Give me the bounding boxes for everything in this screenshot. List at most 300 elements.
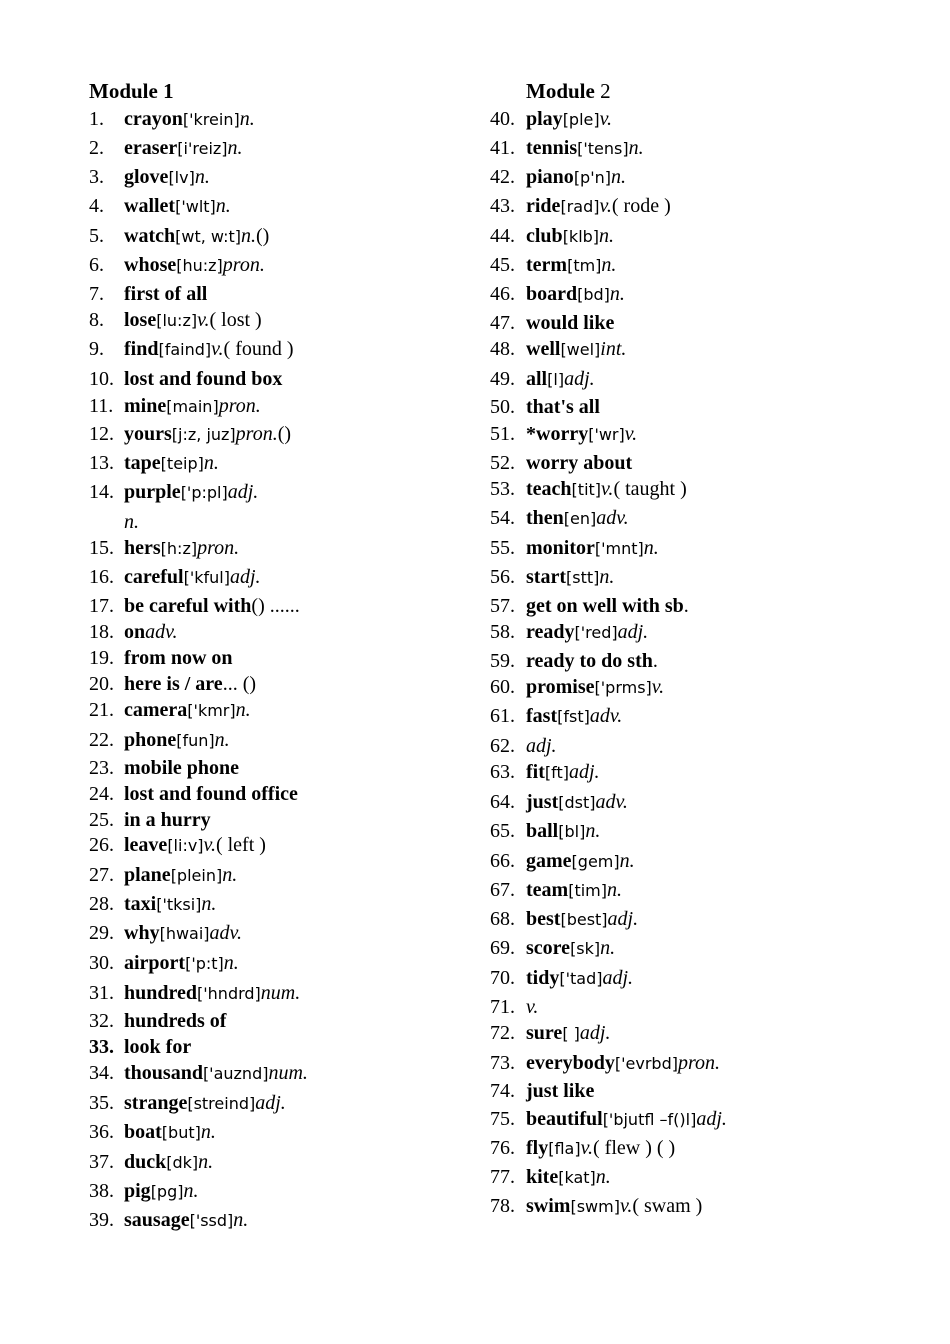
module-2-heading-number: 2 [594,79,611,103]
vocab-row [490,907,638,932]
vocab-row [490,477,687,502]
part-of-speech: adj. [602,967,634,989]
item-number: 40. [490,108,515,130]
vocab-row [89,892,216,917]
vocab-row [89,224,269,249]
item-number: 47. [490,312,515,334]
part-of-speech: adv. [596,507,629,529]
phonetic: [klb] [562,227,600,246]
vocab-row [89,782,298,806]
part-of-speech: pron. [218,395,261,417]
vocab-row [490,422,637,447]
phonetic: [stt] [565,568,600,587]
vocab-word: mine [124,395,167,417]
item-number: 5. [89,225,104,247]
vocab-row [89,308,262,333]
vocab-row [490,1107,727,1132]
item-number: 64. [490,791,515,813]
vocab-word: everybody [526,1052,615,1074]
item-number: 46. [490,283,515,305]
vocab-word: hundred [124,982,198,1004]
part-of-speech: n. [227,137,243,159]
vocab-word: team [526,879,569,901]
vocab-row [490,1021,610,1046]
vocab-row [89,565,261,590]
vocab-row [89,672,256,696]
vocab-word: promise [526,676,595,698]
vocab-word: fast [526,705,558,727]
part-of-speech: adj. [696,1108,727,1130]
part-of-speech: n. [183,1180,199,1202]
vocab-row [490,849,635,874]
vocab-word: lost and found office [124,783,298,805]
item-number: 51. [490,423,515,445]
item-number: 54. [490,507,515,529]
vocab-word: eraser [124,137,178,159]
phonetic: [hu:z] [176,256,223,275]
vocab-row [89,451,219,476]
item-number: 10. [89,368,114,390]
vocab-row [89,394,261,419]
item-number: 50. [490,396,515,418]
item-number: 29. [89,922,114,944]
part-of-speech: v. [580,1137,593,1159]
vocab-word: all [526,368,548,390]
vocab-row [490,760,600,785]
note: () [256,225,270,247]
item-number: 39. [89,1209,114,1231]
part-of-speech: n. [203,452,219,474]
vocab-row [490,790,628,815]
note: () [277,423,292,445]
part-of-speech: n. [223,952,239,974]
part-of-speech: n. [611,166,626,188]
vocab-word: camera [124,699,188,721]
phonetic: ['wlt] [175,197,216,216]
vocab-word: yours [124,423,172,445]
vocab-word: board [526,283,578,305]
part-of-speech: n. [201,893,217,915]
vocab-word: just like [526,1080,595,1102]
part-of-speech: n. [599,225,615,247]
vocab-word: monitor [526,537,595,559]
vocab-word: kite [526,1166,559,1188]
vocab-word: on [124,621,146,643]
item-number: 1. [89,108,104,130]
item-number: 18. [89,621,114,643]
vocab-word: duck [124,1151,167,1173]
part-of-speech: n. [198,1151,214,1173]
part-of-speech: n. [239,108,255,130]
phonetic: ['krein] [182,110,240,129]
note: ( swam ) [632,1195,703,1217]
vocab-word: tape [124,452,161,474]
vocab-word: here is / are [124,673,223,695]
part-of-speech: adj. [579,1022,611,1044]
vocab-row [490,995,538,1019]
vocab-word: score [526,937,571,959]
phonetic: ['kful] [183,568,230,587]
part-of-speech: n. [215,195,231,217]
vocab-row [490,1079,594,1103]
vocab-word: then [526,507,564,529]
item-number: 38. [89,1180,114,1202]
vocab-row [490,966,633,991]
part-of-speech: n. [124,511,139,533]
phonetic: ['auznd] [202,1064,269,1083]
phonetic: ['p:pl] [180,483,228,502]
vocab-row [89,646,233,670]
item-number: 20. [89,673,114,695]
phonetic: ['bjutfl –f()l] [602,1110,697,1129]
vocab-word: would like [526,312,615,334]
phonetic: [wel] [560,340,601,359]
item-number: 56. [490,566,515,588]
vocab-word: club [526,225,563,247]
vocab-word: why [124,922,160,944]
note: ( taught ) [613,478,687,500]
vocab-row [89,863,237,888]
vocab-row [490,536,659,561]
phonetic: ['wr] [588,425,625,444]
part-of-speech: adj. [564,368,595,390]
vocab-row [490,819,600,844]
vocab-row [89,107,255,132]
vocab-word: swim [526,1195,571,1217]
vocab-row [490,594,689,618]
phonetic: [ft] [544,763,569,782]
part-of-speech: n. [600,937,616,959]
vocab-row [89,1009,226,1033]
item-number: 66. [490,850,515,872]
phonetic: [wt, w:t] [175,227,241,246]
phonetic: [teip] [160,454,204,473]
item-number: 63. [490,761,515,783]
vocab-word: tennis [526,137,578,159]
vocab-word: well [526,338,561,360]
item-number: 65. [490,820,515,842]
item-number: 42. [490,166,515,188]
item-number: 58. [490,621,515,643]
phonetic: [lu:z] [156,311,198,330]
item-number: 75. [490,1108,515,1130]
part-of-speech: n. [233,1209,249,1231]
note: . [652,650,658,672]
phonetic: [fst] [557,707,590,726]
phonetic: ['evrbd] [614,1054,678,1073]
module-2-heading [490,78,930,104]
vocab-word: pig [124,1180,151,1202]
item-number: 78. [490,1195,515,1217]
item-number: 70. [490,967,515,989]
phonetic: [main] [166,397,219,416]
part-of-speech: n. [585,820,601,842]
vocab-word: taxi [124,893,157,915]
item-number: 26. [89,834,114,856]
vocab-row [490,565,614,590]
phonetic: [lv] [168,168,195,187]
part-of-speech: n. [643,537,659,559]
phonetic: ['ssd] [189,1211,234,1230]
vocab-word: worry about [526,452,633,474]
vocab-word: beautiful [526,1108,603,1130]
vocab-row [89,728,230,753]
vocab-row [89,1120,216,1145]
vocab-row [89,282,207,306]
phonetic: [rad] [560,197,600,216]
item-number: 43. [490,195,515,217]
vocab-row [490,620,648,645]
vocab-word: *worry [526,423,589,445]
part-of-speech: adj. [227,481,259,503]
vocab-word: phone [124,729,177,751]
phonetic: [tm] [567,256,602,275]
vocab-row [89,536,239,561]
item-number: 3. [89,166,104,188]
item-number: 4. [89,195,104,217]
vocab-row [490,704,622,729]
vocab-row [89,194,231,219]
vocab-row [89,510,139,534]
vocab-word: plane [124,864,171,886]
phonetic: [fla] [548,1139,581,1158]
vocab-row [490,395,600,419]
vocab-word: hundreds of [124,1010,227,1032]
part-of-speech: v. [599,195,612,217]
vocab-word: strange [124,1092,188,1114]
vocab-row [89,756,239,780]
part-of-speech: pron. [222,254,265,276]
vocab-row [490,1165,611,1190]
phonetic: [dk] [166,1153,199,1172]
vocab-row [89,808,211,832]
vocab-word: watch [124,225,176,247]
part-of-speech: n. [619,850,635,872]
part-of-speech: adj. [607,908,639,930]
vocab-row [89,422,291,447]
part-of-speech: n. [601,254,617,276]
item-number: 62. [490,735,515,757]
vocab-word: crayon [124,108,183,130]
item-number: 45. [490,254,515,276]
vocab-row [89,698,251,723]
phonetic: [swm] [570,1197,620,1216]
phonetic: [plein] [170,866,223,885]
vocab-row [490,367,595,392]
vocab-word: hers [124,537,161,559]
vocab-row [490,194,671,219]
phonetic: [li:v] [167,836,204,855]
vocab-word: term [526,254,568,276]
phonetic: ['red] [574,623,618,642]
part-of-speech: v. [197,309,210,331]
vocab-row [89,337,294,362]
part-of-speech: v. [526,996,539,1018]
vocab-row [89,620,178,644]
vocab-word: fit [526,761,545,783]
vocab-word: tidy [526,967,560,989]
vocab-word: be careful with [124,595,252,617]
vocab-word: glove [124,166,169,188]
part-of-speech: n. [628,137,644,159]
phonetic: [tim] [568,881,607,900]
vocab-row [89,1150,213,1175]
phonetic: ['kmr] [187,701,236,720]
phonetic: ['mnt] [594,539,644,558]
part-of-speech: adv. [209,922,242,944]
part-of-speech: num. [268,1062,308,1084]
phonetic: ['p:t] [185,954,224,973]
part-of-speech: pron. [197,537,240,559]
item-number: 36. [89,1121,114,1143]
note: () ...... [251,595,300,617]
vocab-word: get on well with sb [526,595,684,617]
phonetic: [ ] [562,1024,580,1043]
item-number: 61. [490,705,515,727]
vocab-word: lose [124,309,157,331]
item-number: 8. [89,309,104,331]
item-number: 37. [89,1151,114,1173]
vocab-row [490,675,664,700]
vocab-word: in a hurry [124,809,211,831]
vocab-word: ride [526,195,561,217]
item-number: 59. [490,650,515,672]
vocab-word: careful [124,566,184,588]
vocab-word: game [526,850,572,872]
vocab-word: piano [526,166,574,188]
phonetic: [faind] [158,340,212,359]
vocab-row [490,311,614,335]
part-of-speech: pron. [235,423,278,445]
part-of-speech: v. [203,834,216,856]
item-number: 17. [89,595,114,617]
part-of-speech: n. [607,879,622,901]
vocab-row [490,107,612,132]
item-number: 72. [490,1022,515,1044]
note: ... () [222,673,257,695]
item-number: 55. [490,537,515,559]
part-of-speech: v. [599,108,613,130]
part-of-speech: n. [194,166,210,188]
part-of-speech: n. [599,566,615,588]
item-number: 14. [89,481,114,503]
vocab-row [490,506,629,531]
vocab-word: first of all [124,283,208,305]
part-of-speech: adv. [145,621,178,643]
vocab-word: sausage [124,1209,190,1231]
note: . [683,595,689,617]
part-of-speech: pron. [677,1052,721,1074]
item-number: 15. [89,537,114,559]
vocab-row [89,1061,308,1086]
phonetic: [l] [547,370,565,389]
vocab-row [89,951,239,976]
vocab-row [89,594,300,618]
item-number: 19. [89,647,114,669]
vocab-row [490,649,658,673]
part-of-speech: v. [624,423,638,445]
vocab-row [89,1035,191,1059]
item-number: 12. [89,423,114,445]
part-of-speech: adj. [255,1092,286,1114]
vocab-word: lost and found box [124,368,283,390]
vocab-word: start [526,566,566,588]
item-number: 16. [89,566,114,588]
part-of-speech: v. [619,1195,633,1217]
part-of-speech: adv. [589,705,623,727]
item-number: 31. [89,982,114,1004]
phonetic: [bl] [558,822,586,841]
phonetic: ['prms] [594,678,652,697]
vocab-row [89,981,300,1006]
vocab-word: teach [526,478,572,500]
part-of-speech: int. [600,338,627,360]
item-number: 11. [89,395,114,417]
module-2-column [490,78,930,1217]
item-number: 6. [89,254,104,276]
vocab-row [490,136,644,161]
item-number: 2. [89,137,104,159]
item-number: 35. [89,1092,114,1114]
phonetic: [ple] [562,110,600,129]
vocab-word: mobile phone [124,757,240,779]
vocab-row [89,833,266,858]
item-number: 32. [89,1010,114,1032]
part-of-speech: adv. [595,791,628,813]
phonetic: [sk] [570,939,601,958]
vocab-word: thousand [124,1062,203,1084]
vocab-row [89,253,265,278]
phonetic: [en] [563,509,597,528]
vocab-word: find [124,338,159,360]
note: ( flew ) ( ) [593,1137,676,1159]
part-of-speech: adj. [229,566,261,588]
vocab-row [89,1091,286,1116]
item-number: 9. [89,338,104,360]
item-number: 49. [490,368,515,390]
vocab-row [89,165,210,190]
vocab-word: ball [526,820,559,842]
phonetic: ['tksi] [156,895,202,914]
item-number: 44. [490,225,515,247]
item-number: 27. [89,864,114,886]
vocab-row [89,1208,248,1233]
vocab-row [490,337,626,362]
vocab-row [490,878,622,903]
phonetic: [streind] [187,1094,256,1113]
vocab-word: from now on [124,647,233,669]
part-of-speech: adj. [617,621,649,643]
vocab-word: ready [526,621,575,643]
module-1-column [89,78,479,1231]
module-2-heading-label: Module [526,79,595,103]
phonetic: [kat] [558,1168,596,1187]
vocab-row [89,921,242,946]
item-number: 57. [490,595,515,617]
item-number: 52. [490,452,515,474]
item-number: 71. [490,996,515,1018]
item-number: 28. [89,893,114,915]
vocab-word: fly [526,1137,549,1159]
part-of-speech: n. [235,699,251,721]
part-of-speech: adj. [526,735,557,757]
vocab-row [89,1179,198,1204]
phonetic: [tit] [571,480,602,499]
phonetic: [h:z] [160,539,198,558]
phonetic: [j:z, juz] [171,425,236,444]
item-number: 73. [490,1052,515,1074]
item-number: 23. [89,757,114,779]
